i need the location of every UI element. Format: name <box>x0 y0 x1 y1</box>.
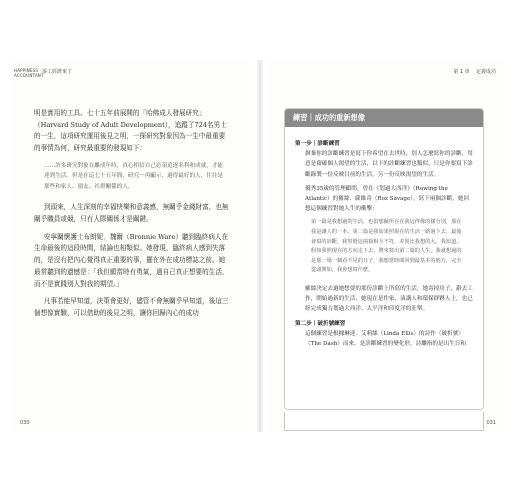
paragraph: 到頭來，人生深刻的幸福快樂和意義感，無關乎金錢財富，也無關乎職員或競，只有人際關係才是關鍵。 <box>34 203 229 224</box>
left-page <box>12 60 248 432</box>
step-text: 摒棄你的診斷練習是寫下你希望在去世時，別人怎麼寫你的診斷，用意是藉確個人渴望的生活，以下的診斷練習也類似，只是你要寫下診斷錄製一份反映目前的生活，另一份反映渴望的生活。 <box>305 151 473 178</box>
sidebar-footer-tab <box>284 412 484 431</box>
running-chapter: 第 1 章 定義成功 <box>453 69 496 75</box>
right-page <box>268 60 504 432</box>
paragraph: 凡事若能早知道，決策會更好，儘管不會無關乎早知道，後這三個想像實驗，可以借助的後見之明，讓你回歸內心的成功 <box>34 297 229 317</box>
step-text: 羅絲決定去過她想要的那份診斷上所寫的生活，她寄掉房子，辭去工作，開始過新的生活，她現在是作家、演講人和環保群夥人士，也已經完成獨力划過大西洋、太平洋和印度洋的壯舉。 <box>305 285 473 313</box>
page-number-right: 031 <box>486 420 496 426</box>
step-text: 優秀35歲的管理顧問，曾在《划過大西洋》（Rowing the Atlantic）的羅絲．薩維奇（Roz Savage），寫下兩個診斷，她回想這個練習對她人生的衝擊： <box>305 185 470 213</box>
running-title: 零工經濟來了 <box>42 69 73 75</box>
step-heading: 第一步｜診斷練習 <box>295 141 340 147</box>
paragraph: 明是實用的工具。七十五年前展開的「哈佛成人發展研究」（Harvard Study of Adult Development），追蹤了724名男士的一生，這項研究運用後見之明，一探研究對象因為一生中最重要的事情為何，研究最重要的發現如下： <box>34 109 227 153</box>
sidebar-body <box>285 127 483 357</box>
book-gutter <box>257 60 263 432</box>
block-quote: ……許多研究對象在離成年時，真心相信自己必須追逐名利和成就，才能達到生活。但是在這七十五年間，研究一再顯示，過得最好的人，往往是那些和家人、朋友、社群關係的人。 <box>44 162 224 190</box>
book-logo: HAPPINESS ACCOUNTANT <box>14 68 44 78</box>
paragraph: 安寧關懷護士布朗妮．魏爾（Bronnie Ware）聽到臨終病人在生命最後的這段時間，結論也相類似。她發現，臨終病人感到失落的，是沒有把內心覺得真正重要的事，擺在外在成功標誌之前。她最常聽到的遺憾是：「我但願當時有勇氣，過自己真正想要的生活，而不是實踐別人對我的期望。」 <box>34 232 229 288</box>
sidebar-title: 練習｜成功的重新想像 <box>285 109 483 127</box>
left-body-text <box>34 108 230 326</box>
step-heading: 第二步｜破折號練習 <box>295 320 346 327</box>
sidebar-quote: 第一篇是我想過的生活，也很想擬所存在我這得像的樣分別，那在我是讓人的一本。第二篇是我如果照現在的生活一路過下去，最後會寫的診斷，我察覺這兩篇相互不符，差異比我想的大。我知道，假如我照現在的方向走下去，將來寫出第二篇的人生，我就想過的是那一場一個看不見的日子，我想當時間回到最基本的地方，完全從頭開始，我會想寫什麼。 <box>311 219 462 274</box>
exercise-sidebar <box>284 108 484 410</box>
step-text: 這個練習是根據琳達．艾莉絲（Linda Ellis）的詩作〈破折號〉（The Dash）而來，是診斷練習的變化形，詩繼指的是出生日和 <box>305 330 466 347</box>
page-number-left: 030 <box>20 420 30 426</box>
